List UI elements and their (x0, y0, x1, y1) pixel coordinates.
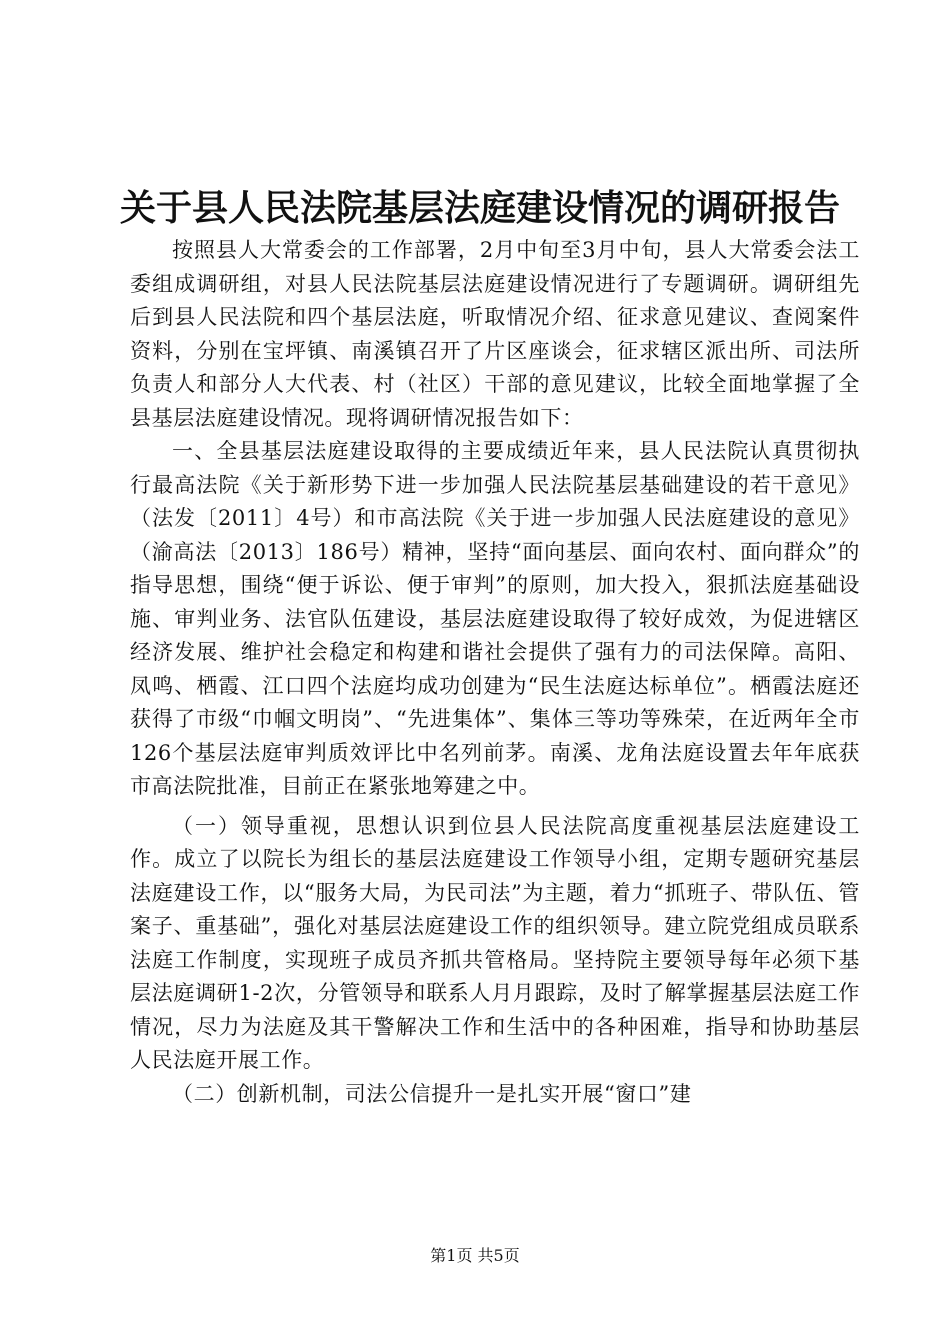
document-title: 关于县人民法院基层法庭建设情况的调研报告 (119, 187, 840, 229)
paragraph-achievements: 一、全县基层法庭建设取得的主要成绩近年来，县人民法院认真贯彻执行最高法院《关于新形势下进一步加强人民法院基层基础建设的若干意见》（法发〔2011〕4号）和市高法院《关于进一步加强人民法庭建设的意见》（渝高法〔2013〕186号）精神，坚持“面向基层、面向农村、面向群众”的指导思想，围绕“便于诉讼、便于审判”的原则，加大投入，狠抓法庭基础设施、审判业务、法官队伍建设，基层法庭建设取得了较好成效，为促进辖区经济发展、维护社会稳定和构建和谐社会提供了强有力的司法保障。高阳、凤鸣、栖霞、江口四个法庭均成功创建为“民生法庭达标单位”。栖霞法庭还获得了市级“巾帼文明岗”、“先进集体”、集体三等功等殊荣，在近两年全市126个基层法庭审判质效评比中名列前茅。南溪、龙角法庭设置去年年底获市高法院批准，目前正在紧张地筹建之中。 (130, 439, 860, 798)
paragraph-intro: 按照县人大常委会的工作部署，2月中旬至3月中旬，县人大常委会法工委组成调研组，对县人民法院基层法庭建设情况进行了专题调研。调研组先后到县人民法院和四个基层法庭，听取情况介绍、征求意见建议、查阅案件资料，分别在宝坪镇、南溪镇召开了片区座谈会，征求辖区派出所、司法所负责人和部分人大代表、村（社区）干部的意见建议，比较全面地掌握了全县基层法庭建设情况。现将调研情况报告如下： (130, 238, 860, 430)
document-body (130, 234, 860, 1111)
paragraph-leadership: （一）领导重视，思想认识到位县人民法院高度重视基层法庭建设工作。成立了以院长为组长的基层法庭建设工作领导小组，定期专题研究基层法庭建设工作，以“服务大局，为民司法”为主题，着力“抓班子、带队伍、管案子、重基础”，强化对基层法庭建设工作的组织领导。建立院党组成员联系法庭工作制度，实现班子成员齐抓共管格局。坚持院主要领导每年必须下基层法庭调研1-2次，分管领导和联系人月月跟踪，及时了解掌握基层法庭工作情况，尽力为法庭及其干警解决工作和生活中的各种困难，指导和协助基层人民法庭开展工作。 (130, 813, 860, 1072)
paragraph-innovation: （二）创新机制，司法公信提升一是扎实开展“窗口”建 (172, 1081, 692, 1106)
page-number-footer: 第1页 共5页 (430, 1246, 520, 1265)
